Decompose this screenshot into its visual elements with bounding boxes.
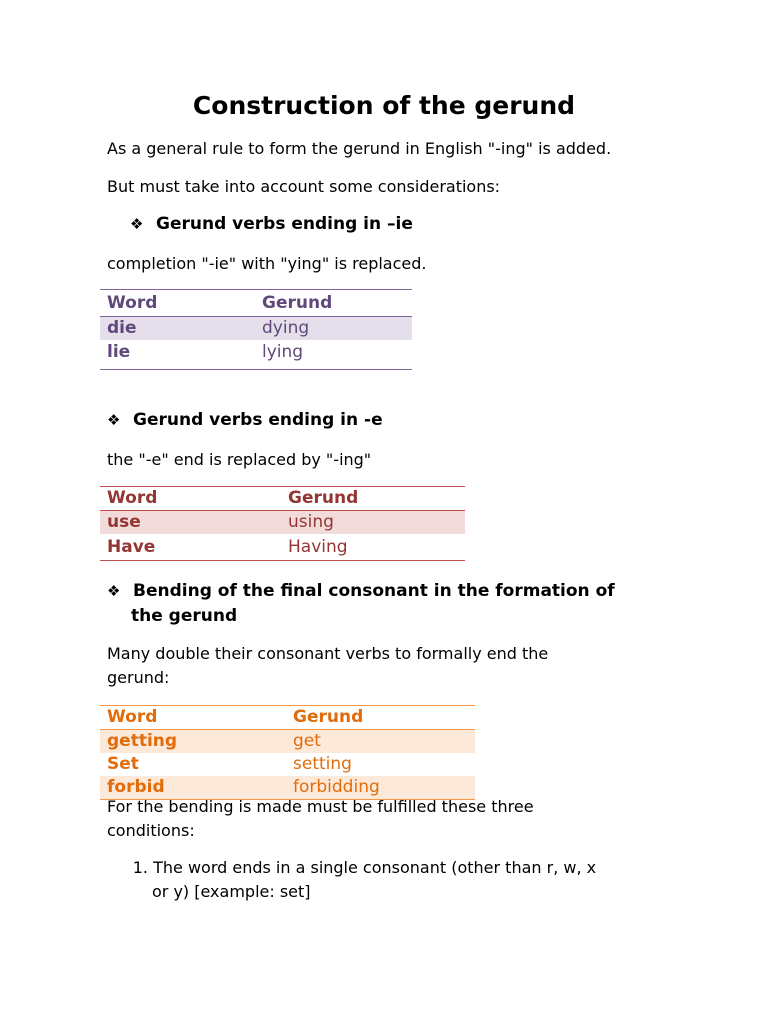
column-header-word: Word [100, 487, 281, 511]
word-cell: Set [107, 754, 139, 774]
intro-line-2: But must take into account some considerations: [107, 177, 501, 196]
word-cell: die [100, 317, 255, 341]
table-header-row [100, 487, 465, 511]
gerund-cell: setting [293, 754, 352, 774]
conditions-intro-line-1: For the bending is made must be fulfilled these three [107, 797, 534, 816]
column-header-word: Word [100, 706, 286, 730]
table-row [100, 753, 475, 776]
gerund-cell: forbidding [286, 776, 475, 800]
word-cell: forbid [100, 776, 286, 800]
diamond-bullet-icon: ❖ [107, 582, 121, 600]
table-row [100, 730, 475, 754]
section-3-heading-line-1: Bending of the final consonant in the formation of [133, 581, 615, 601]
word-cell: use [100, 511, 281, 535]
page-title: Construction of the gerund [192, 91, 576, 120]
section-1-text: completion "-ie" with "ying" is replaced. [107, 254, 427, 273]
ie-gerund-table [100, 289, 412, 370]
gerund-cell: dying [255, 317, 412, 341]
section-3-text-line-1: Many double their consonant verbs to formally end the [107, 644, 549, 663]
column-header-gerund: Gerund [255, 290, 412, 317]
list-item-number: 1. [132, 858, 148, 877]
conditions-intro-line-2: conditions: [107, 821, 195, 840]
list-item-text-line-2: or y) [example: set] [152, 882, 311, 901]
diamond-bullet-icon: ❖ [130, 215, 144, 233]
gerund-cell: using [281, 511, 465, 535]
table-row [100, 340, 412, 370]
table-row [100, 511, 465, 535]
word-cell: getting [100, 730, 286, 754]
section-1-heading [130, 211, 413, 237]
column-header-gerund: Gerund [281, 487, 465, 511]
diamond-bullet-icon: ❖ [107, 411, 121, 429]
table-row [100, 317, 412, 341]
intro-line-1: As a general rule to form the gerund in English "-ing" is added. [107, 139, 612, 158]
gerund-cell: get [286, 730, 475, 754]
column-header-word: Word [100, 290, 255, 317]
table-header-row [100, 706, 475, 730]
e-gerund-table [100, 486, 465, 561]
section-3-heading [107, 578, 615, 604]
section-2-heading-text: Gerund verbs ending in -e [133, 410, 383, 430]
list-item-text-line-1: The word ends in a single consonant (other than r, w, x [153, 858, 597, 877]
gerund-cell: lying [262, 342, 304, 362]
gerund-cell: Having [288, 536, 348, 557]
section-3-heading-line-2: the gerund [131, 606, 238, 626]
table-row [100, 534, 465, 561]
word-cell: Have [107, 536, 156, 557]
list-item [125, 856, 596, 880]
word-cell: lie [107, 342, 131, 362]
section-2-text: the "-e" end is replaced by "-ing" [107, 450, 372, 469]
section-3-text-line-2: gerund: [107, 668, 170, 687]
section-1-heading-text: Gerund verbs ending in –ie [156, 214, 413, 234]
double-consonant-table [100, 705, 475, 800]
column-header-gerund: Gerund [286, 706, 475, 730]
section-2-heading [107, 407, 383, 433]
table-header-row [100, 290, 412, 317]
